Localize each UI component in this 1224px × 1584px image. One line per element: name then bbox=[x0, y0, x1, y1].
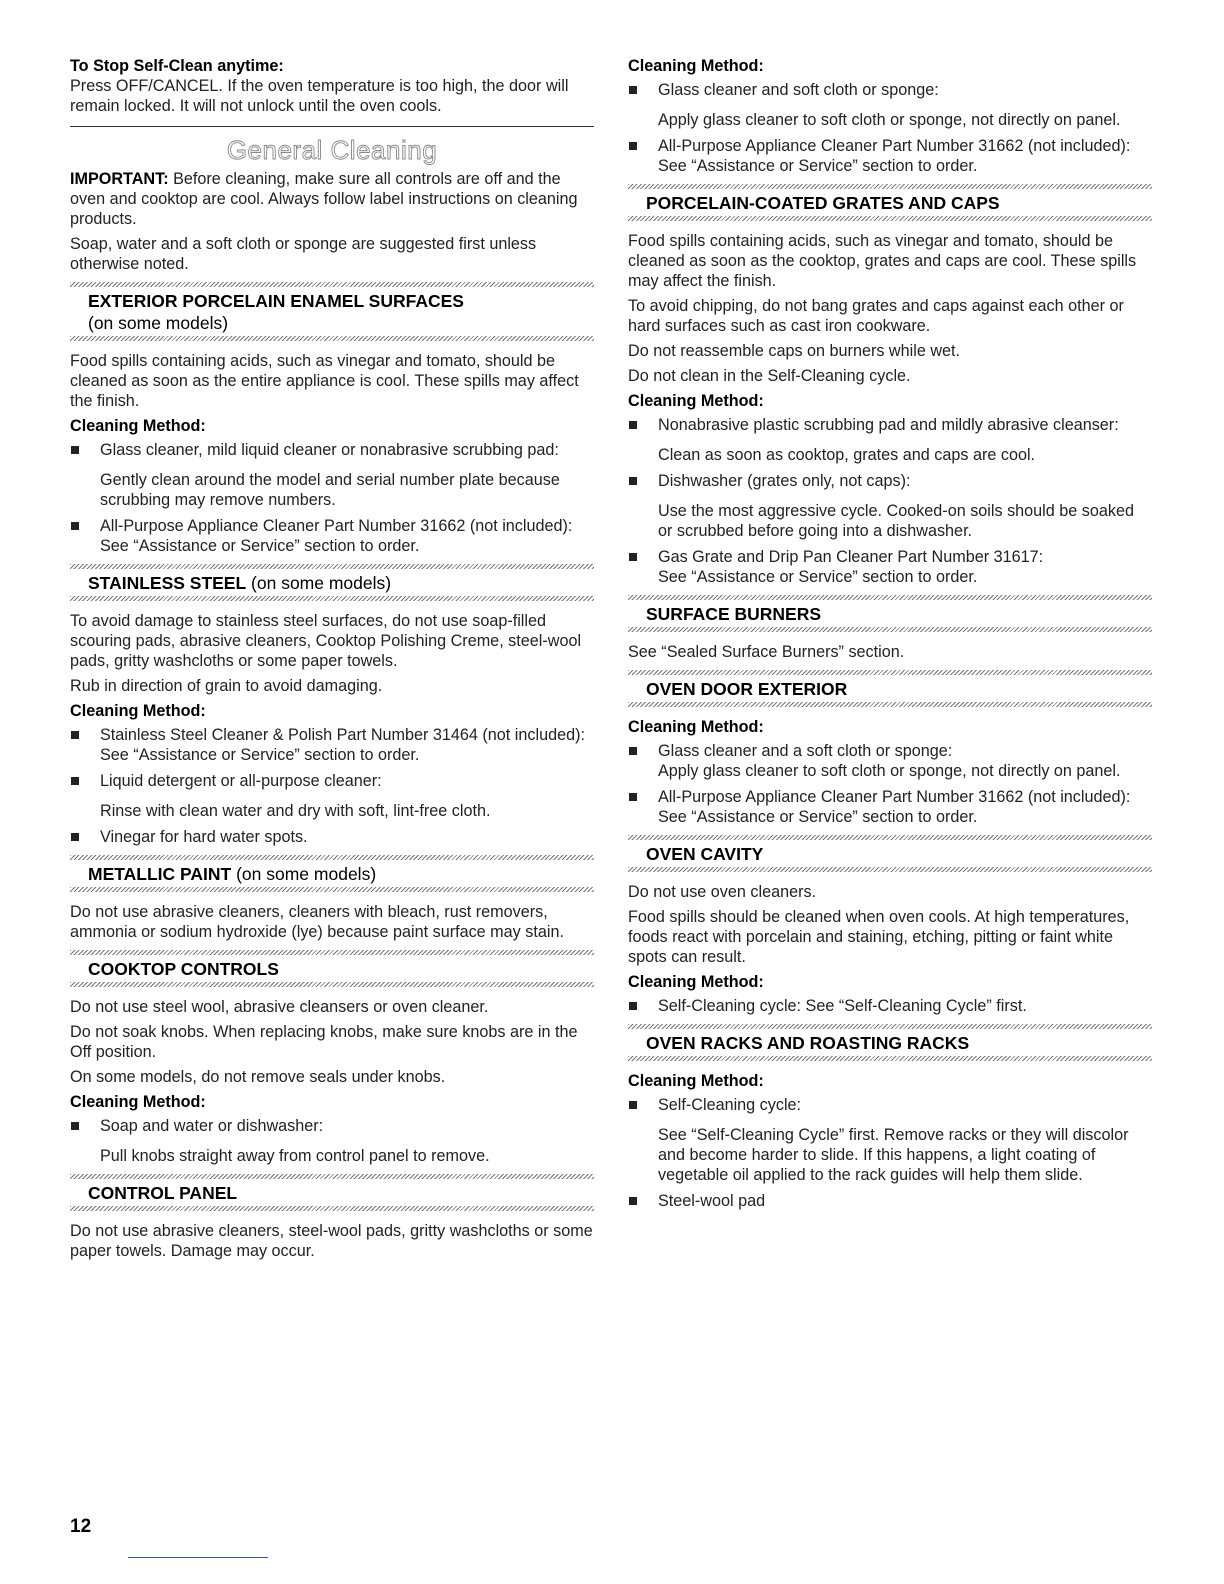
paragraph: Do not use abrasive cleaners, cleaners with bleach, rust removers, ammonia or sodium hydroxide (lye) because paint surface may stain. bbox=[70, 903, 564, 941]
bullet-icon bbox=[629, 1002, 637, 1010]
heading-cooktop-controls bbox=[70, 955, 594, 982]
list-item-text: Gas Grate and Drip Pan Cleaner Part Number 31617: bbox=[658, 548, 1044, 566]
method-list bbox=[70, 1116, 594, 1166]
heading-subtitle: (on some models) bbox=[246, 573, 392, 593]
hatch-rule bbox=[70, 887, 594, 892]
bullet-icon bbox=[629, 142, 637, 150]
list-item-note: See “Assistance or Service” section to order. bbox=[100, 746, 420, 764]
heading-stainless-steel bbox=[70, 569, 594, 596]
paragraph: See “Sealed Surface Burners” section. bbox=[628, 643, 905, 661]
paragraph: Do not use steel wool, abrasive cleansers or oven cleaner. bbox=[70, 998, 489, 1016]
list-item-detail: Apply glass cleaner to soft cloth or sponge, not directly on panel. bbox=[658, 111, 1121, 129]
paragraph: Food spills containing acids, such as vinegar and tomato, should be cleaned as soon as the cooktop, grates and caps are cool. These spills may affect the finish. bbox=[628, 232, 1137, 290]
heading-text: CONTROL PANEL bbox=[88, 1183, 238, 1203]
list-item bbox=[628, 415, 1152, 465]
list-item-text: Stainless Steel Cleaner & Polish Part Number 31464 (not included): bbox=[100, 726, 585, 744]
list-item-text: All-Purpose Appliance Cleaner Part Number 31662 (not included): bbox=[658, 788, 1131, 806]
left-column bbox=[70, 56, 594, 1266]
list-item-text: Self-Cleaning cycle: See “Self-Cleaning Cycle” first. bbox=[658, 997, 1027, 1015]
cleaning-method-label: Cleaning Method: bbox=[70, 417, 206, 435]
method-list bbox=[628, 741, 1152, 827]
list-item bbox=[628, 741, 1152, 781]
heading-oven-cavity bbox=[628, 840, 1152, 867]
cleaning-method-label: Cleaning Method: bbox=[628, 1072, 764, 1090]
list-item-text: Vinegar for hard water spots. bbox=[100, 828, 308, 846]
hatch-rule bbox=[628, 1056, 1152, 1061]
list-item-detail: See “Self-Cleaning Cycle” first. Remove racks or they will discolor and become harder to slide. If this happens, a light coating of vegetable oil applied to the rack guides will help them slide. bbox=[658, 1126, 1129, 1184]
footer-rule bbox=[128, 1557, 268, 1558]
hatch-rule bbox=[628, 627, 1152, 632]
divider bbox=[70, 126, 594, 127]
paragraph: Do not reassemble caps on burners while wet. bbox=[628, 342, 961, 360]
stop-self-clean-text: Press OFF/CANCEL. If the oven temperature is too high, the door will remain locked. It will not unlock until the oven cools. bbox=[70, 77, 569, 115]
paragraph: Food spills containing acids, such as vinegar and tomato, should be cleaned as soon as the entire appliance is cool. These spills may affect the finish. bbox=[70, 352, 579, 410]
list-item-text: Dishwasher (grates only, not caps): bbox=[658, 472, 911, 490]
method-list bbox=[628, 80, 1152, 176]
list-item bbox=[70, 1116, 594, 1166]
bullet-icon bbox=[71, 731, 79, 739]
heading-text: EXTERIOR PORCELAIN ENAMEL SURFACES bbox=[88, 291, 464, 311]
cleaning-method-label: Cleaning Method: bbox=[628, 57, 764, 75]
heading-exterior-porcelain bbox=[70, 287, 594, 336]
bullet-icon bbox=[629, 477, 637, 485]
important-text: Before cleaning, make sure all controls are off and the oven and cooktop are cool. Always follow label instructions on cleaning products. bbox=[70, 170, 578, 228]
list-item-text: Glass cleaner, mild liquid cleaner or nonabrasive scrubbing pad: bbox=[100, 441, 559, 459]
heading-text: STAINLESS STEEL bbox=[88, 573, 247, 593]
paragraph: Do not use abrasive cleaners, steel-wool pads, gritty washcloths or some paper towels. Damage may occur. bbox=[70, 1222, 593, 1260]
list-item-detail: Pull knobs straight away from control panel to remove. bbox=[100, 1147, 490, 1165]
bullet-icon bbox=[71, 833, 79, 841]
bullet-icon bbox=[629, 793, 637, 801]
list-item-text: Glass cleaner and soft cloth or sponge: bbox=[658, 81, 939, 99]
list-item bbox=[70, 516, 594, 556]
list-item-text: All-Purpose Appliance Cleaner Part Number 31662 (not included): bbox=[100, 517, 573, 535]
list-item-detail: Gently clean around the model and serial number plate because scrubbing may remove numbers. bbox=[100, 471, 560, 509]
list-item bbox=[628, 1191, 1152, 1211]
paragraph: Food spills should be cleaned when oven cools. At high temperatures, foods react with porcelain and staining, etching, pitting or faint white spots can result. bbox=[628, 908, 1130, 966]
heading-text: OVEN DOOR EXTERIOR bbox=[646, 679, 848, 699]
bullet-icon bbox=[629, 1197, 637, 1205]
heading-text: SURFACE BURNERS bbox=[646, 604, 822, 624]
list-item bbox=[628, 996, 1152, 1016]
list-item bbox=[628, 136, 1152, 176]
bullet-icon bbox=[629, 86, 637, 94]
paragraph: Rub in direction of grain to avoid damaging. bbox=[70, 677, 383, 695]
cleaning-method-label: Cleaning Method: bbox=[70, 1093, 206, 1111]
cleaning-method-label: Cleaning Method: bbox=[628, 392, 764, 410]
list-item bbox=[70, 725, 594, 765]
list-item-detail: Use the most aggressive cycle. Cooked-on soils should be soaked or scrubbed before going into a dishwasher. bbox=[658, 502, 1134, 540]
soap-note: Soap, water and a soft cloth or sponge are suggested first unless otherwise noted. bbox=[70, 235, 537, 273]
list-item-detail: Clean as soon as cooktop, grates and caps are cool. bbox=[658, 446, 1036, 464]
right-column bbox=[628, 56, 1152, 1217]
list-item bbox=[628, 471, 1152, 541]
method-list bbox=[70, 725, 594, 847]
bullet-icon bbox=[71, 777, 79, 785]
method-list bbox=[628, 415, 1152, 587]
bullet-icon bbox=[71, 522, 79, 530]
list-item-text: Soap and water or dishwasher: bbox=[100, 1117, 324, 1135]
list-item bbox=[628, 80, 1152, 130]
bullet-icon bbox=[71, 1122, 79, 1130]
list-item-text: Glass cleaner and a soft cloth or sponge: bbox=[658, 742, 953, 760]
method-list bbox=[628, 1095, 1152, 1211]
list-item-text: Nonabrasive plastic scrubbing pad and mildly abrasive cleanser: bbox=[658, 416, 1119, 434]
heading-control-panel bbox=[70, 1179, 594, 1206]
stop-self-clean-heading: To Stop Self-Clean anytime: bbox=[70, 57, 284, 75]
list-item-note: See “Assistance or Service” section to order. bbox=[658, 568, 978, 586]
heading-surface-burners bbox=[628, 600, 1152, 627]
bullet-icon bbox=[629, 747, 637, 755]
hatch-rule bbox=[70, 982, 594, 987]
hatch-rule bbox=[628, 216, 1152, 221]
heading-oven-racks bbox=[628, 1029, 1152, 1056]
bullet-icon bbox=[629, 421, 637, 429]
hatch-rule bbox=[70, 336, 594, 341]
list-item-note: See “Assistance or Service” section to order. bbox=[658, 157, 978, 175]
paragraph: Do not use oven cleaners. bbox=[628, 883, 817, 901]
heading-text: OVEN RACKS AND ROASTING RACKS bbox=[646, 1033, 970, 1053]
bullet-icon bbox=[629, 553, 637, 561]
paragraph: To avoid chipping, do not bang grates and caps against each other or hard surfaces such as cast iron cookware. bbox=[628, 297, 1124, 335]
hatch-rule bbox=[70, 596, 594, 601]
important-label: IMPORTANT: bbox=[70, 170, 169, 188]
list-item-text: Steel-wool pad bbox=[658, 1192, 766, 1210]
list-item-note: See “Assistance or Service” section to order. bbox=[100, 537, 420, 555]
list-item-detail: Rinse with clean water and dry with soft, lint-free cloth. bbox=[100, 802, 491, 820]
cleaning-method-label: Cleaning Method: bbox=[628, 718, 764, 736]
hatch-rule bbox=[628, 702, 1152, 707]
heading-porcelain-grates bbox=[628, 189, 1152, 216]
method-list bbox=[628, 996, 1152, 1016]
paragraph: Do not soak knobs. When replacing knobs, make sure knobs are in the Off position. bbox=[70, 1023, 578, 1061]
method-list bbox=[70, 440, 594, 556]
important-note bbox=[70, 169, 594, 229]
bullet-icon bbox=[71, 446, 79, 454]
heading-metallic-paint bbox=[70, 860, 594, 887]
list-item-note: See “Assistance or Service” section to order. bbox=[658, 808, 978, 826]
heading-text: OVEN CAVITY bbox=[646, 844, 764, 864]
section-title: General Cleaning bbox=[226, 135, 438, 165]
list-item-text: Liquid detergent or all-purpose cleaner: bbox=[100, 772, 382, 790]
hatch-rule bbox=[628, 867, 1152, 872]
list-item bbox=[70, 440, 594, 510]
cleaning-method-label: Cleaning Method: bbox=[628, 973, 764, 991]
list-item-text: Self-Cleaning cycle: bbox=[658, 1096, 802, 1114]
heading-text: COOKTOP CONTROLS bbox=[88, 959, 279, 979]
paragraph: Do not clean in the Self-Cleaning cycle. bbox=[628, 367, 911, 385]
page-number: 12 bbox=[70, 1516, 92, 1537]
bullet-icon bbox=[629, 1101, 637, 1109]
heading-subtitle: (on some models) bbox=[231, 864, 377, 884]
paragraph: On some models, do not remove seals under knobs. bbox=[70, 1068, 446, 1086]
paragraph: To avoid damage to stainless steel surfaces, do not use soap-filled scouring pads, abrasive cleaners, Cooktop Polishing Creme, steel-wool pads, gritty washcloths or some paper towels. bbox=[70, 612, 582, 670]
list-item bbox=[628, 547, 1152, 587]
heading-oven-door-exterior bbox=[628, 675, 1152, 702]
list-item bbox=[628, 1095, 1152, 1185]
heading-subtitle: (on some models) bbox=[88, 313, 229, 333]
cleaning-method-label: Cleaning Method: bbox=[70, 702, 206, 720]
list-item-note: Apply glass cleaner to soft cloth or sponge, not directly on panel. bbox=[658, 762, 1121, 780]
heading-text: METALLIC PAINT bbox=[88, 864, 232, 884]
list-item bbox=[628, 787, 1152, 827]
list-item bbox=[70, 827, 594, 847]
list-item-text: All-Purpose Appliance Cleaner Part Number 31662 (not included): bbox=[658, 137, 1131, 155]
heading-text: PORCELAIN-COATED GRATES AND CAPS bbox=[646, 193, 1000, 213]
hatch-rule bbox=[70, 1206, 594, 1211]
list-item bbox=[70, 771, 594, 821]
